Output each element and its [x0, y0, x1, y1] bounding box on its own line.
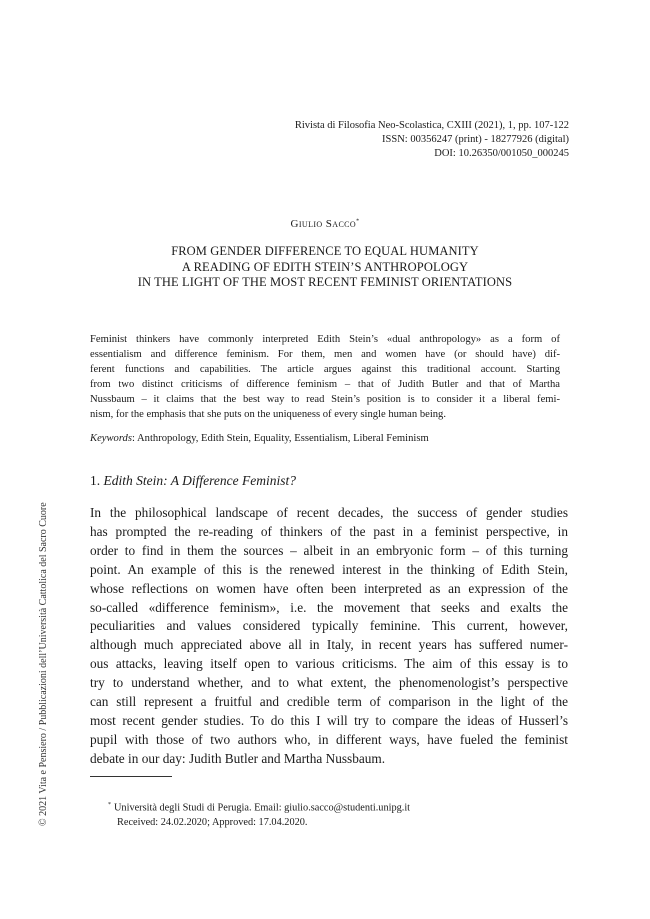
section-title: Edith Stein: A Difference Feminist? [103, 473, 296, 488]
author-line [0, 218, 650, 230]
footnote-affiliation-text: Università degli Studi di Perugia. Email: giulio.sacco@studenti.unipg.it [114, 802, 411, 814]
author-footnote-mark: * [356, 218, 360, 225]
journal-doi: DOI: 10.26350/001050_000245 [434, 148, 569, 159]
body-line: order to find in them the sources – albeit in an embryonic form – of this turning [90, 542, 568, 558]
abstract-line: Nussbaum – it claims that the best way to read Stein’s position is to consider it a liberal femi- [90, 394, 560, 405]
body-line: has prompted the re-reading of thinkers of the past in a feminist perspective, in [90, 523, 568, 539]
abstract-line: nism, for the emphasis that she puts on the uniqueness of every single human being. [90, 409, 447, 420]
body-line: In the philosophical landscape of recent decades, the success of gender studies [90, 505, 568, 520]
body-line: debate in our day: Judith Butler and Martha Nussbaum. [90, 750, 386, 766]
body-line: ous attacks, leaving itself open to various criticisms. The aim of this essay is to [90, 656, 568, 672]
journal-issn: ISSN: 00356247 (print) - 18277926 (digital) [382, 134, 569, 145]
footnote-mark: * [108, 802, 111, 808]
footnote-dates: Received: 24.02.2020; Approved: 17.04.2020. [117, 816, 308, 828]
author-name: Giulio Sacco [290, 218, 357, 230]
body-line: peculiarities and values considered typically feminine. This current, however, [90, 618, 568, 634]
footnote-divider [90, 776, 172, 777]
keywords-separator: : [131, 433, 137, 444]
paper-title [0, 244, 650, 291]
title-line-3: IN THE LIGHT OF THE MOST RECENT FEMINIST ORIENTATIONS [137, 275, 513, 289]
keywords-label: Keywords [90, 433, 132, 444]
title-line-1: FROM GENDER DIFFERENCE TO EQUAL HUMANITY [171, 244, 479, 258]
body-line: most recent gender studies. To do this I will try to compare the ideas of Husserl’s [90, 712, 568, 728]
abstract-line: Feminist thinkers have commonly interpreted Edith Stein’s «dual anthropology» as a form of [90, 334, 560, 345]
abstract [90, 332, 560, 422]
journal-citation: Rivista di Filosofia Neo-Scolastica, CXIII (2021), 1, pp. 107-122 [294, 120, 569, 131]
keywords [90, 431, 560, 446]
body-line: point. An example of this is the renewed interest in the thinking of Edith Stein, [90, 561, 568, 577]
body-line: try to understand whether, and to what extent, the phenomenologist’s perspective [90, 675, 568, 691]
abstract-line: from two distinct criticisms of difference feminism – that of Judith Butler and that of Martha [90, 379, 560, 390]
body-line: whose reflections on women have often been interpreted as an expression of the [90, 580, 568, 596]
side-copyright: © 2021 Vita e Pensiero / Pubblicazioni dell’Università Cattolica del Sacro Cuore [38, 502, 49, 826]
abstract-line: ferent functions and capabilities. The article argues against this traditional account. Starting [90, 364, 560, 375]
keywords-text: Anthropology, Edith Stein, Equality, Essentialism, Liberal Feminism [137, 433, 429, 444]
body-line: although much appreciated above all in Italy, in recent years has suffered numer- [90, 637, 568, 653]
body-paragraph [90, 504, 568, 769]
abstract-line: essentialism and difference feminism. For them, men and women have (or should have) dif- [90, 349, 560, 360]
footnote [108, 798, 410, 830]
footnote-affiliation [108, 798, 410, 816]
journal-header [295, 119, 569, 161]
section-number: 1. [90, 473, 101, 488]
section-heading [90, 472, 296, 490]
body-line: pupil with those of two authors who, in different ways, have fueled the feminist [90, 731, 568, 747]
title-line-2: A READING OF EDITH STEIN’S ANTHROPOLOGY [181, 259, 469, 274]
body-line: so-called «difference feminism», i.e. the movement that seeks and exalts the [90, 599, 568, 615]
body-line: can still represent a fruitful and credible term of comparison in the light of the [90, 694, 568, 710]
